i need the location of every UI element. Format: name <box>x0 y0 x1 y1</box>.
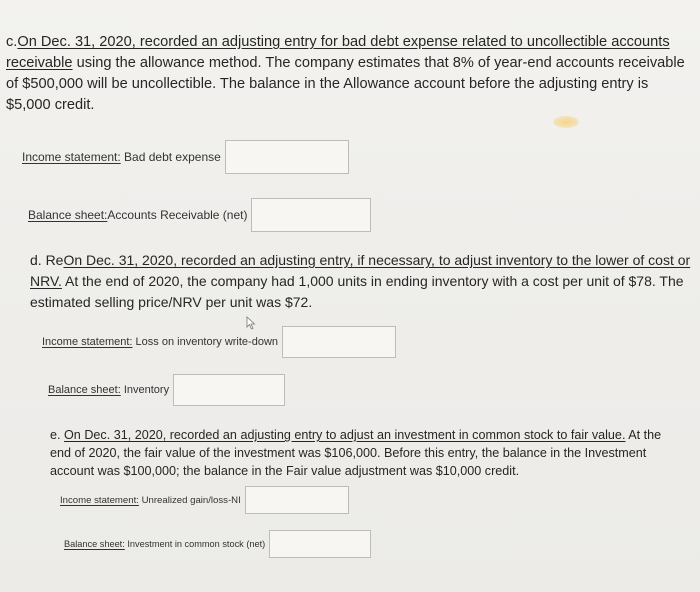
part-e-balance-label: Balance sheet: Investment in common stock (net) <box>64 539 266 549</box>
part-c-balance-label: Balance sheet:Accounts Receivable (net) <box>28 208 248 222</box>
part-c-income-label: Income statement: Bad debt expense <box>22 150 221 164</box>
part-e-body: At the end of 2020, the fair value of the investment was $106,000. Before this entry, the balance in the Investment account was $100,000; the balance in the Fair value adjustment was $10,000 credit. <box>50 428 662 478</box>
part-c-prompt <box>6 32 694 116</box>
part-d-income-row <box>42 326 396 358</box>
part-e-prefix: e. <box>50 428 65 442</box>
part-e-lead: On Dec. 31, 2020, recorded an adjusting entry to adjust an investment in common stock to fair value. <box>64 428 626 442</box>
part-c-prefix: c. <box>6 34 18 50</box>
part-d-income-label: Income statement: Loss on inventory write-down <box>42 336 279 348</box>
part-d-prompt <box>30 250 694 313</box>
part-e-income-label: Income statement: Unrealized gain/loss-NI <box>60 494 241 506</box>
part-d-body: At the end of 2020, the company had 1,000 units in ending inventory with a cost per unit of $78. The estimated selling price/NRV per unit was $72. <box>30 273 684 310</box>
bad-debt-expense-input[interactable] <box>225 140 349 174</box>
part-e-income-row <box>60 486 349 514</box>
part-e-prompt <box>50 426 676 480</box>
investment-common-stock-input[interactable] <box>269 530 371 558</box>
part-c-lead: On Dec. 31, 2020, recorded an adjusting entry for bad debt expense related to uncollectible accounts receivable <box>6 34 670 71</box>
part-d-prefix: d. Re <box>30 252 64 268</box>
photo-glare <box>553 116 579 128</box>
inventory-input[interactable] <box>173 374 285 406</box>
part-c-balance-row <box>28 198 371 232</box>
part-c-body: using the allowance method. The company estimates that 8% of year-end accounts receivable of $500,000 will be uncollectible. The balance in the Allowance account before the adjusting entry is $5,000 credit. <box>6 55 685 113</box>
part-e-balance-row <box>64 530 371 558</box>
part-d-balance-label: Balance sheet: Inventory <box>48 384 170 396</box>
part-d-lead: On Dec. 31, 2020, recorded an adjusting entry, if necessary, to adjust inventory to the lower of cost or NRV. <box>30 252 691 289</box>
accounts-receivable-net-input[interactable] <box>251 198 371 232</box>
loss-on-inventory-input[interactable] <box>282 326 396 358</box>
unrealized-gain-loss-input[interactable] <box>245 486 349 514</box>
part-c-income-row <box>22 140 349 174</box>
part-d-balance-row <box>48 374 285 406</box>
